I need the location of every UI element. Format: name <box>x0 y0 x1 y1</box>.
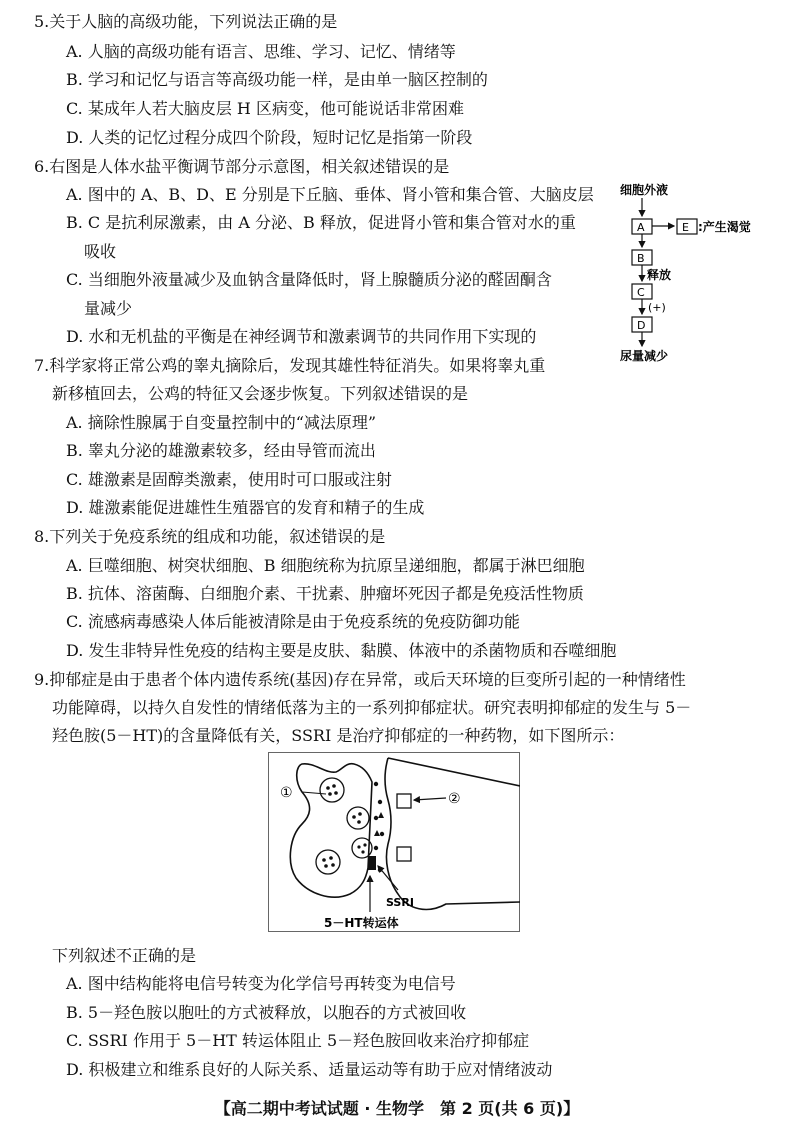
q6-stem: 6.右图是人体水盐平衡调节部分示意图，相关叙述错误的是 <box>34 157 450 176</box>
diagram-plus-label: (+) <box>648 301 666 314</box>
q8-stem: 8.下列关于免疫系统的组成和功能，叙述错误的是 <box>34 527 386 546</box>
diagram-urine-label: 尿量减少 <box>620 349 669 363</box>
q9-stem: 9.抑郁症是由于患者个体内遗传系统(基因)存在异常，或后天环境的巨变所引起的一种情绪性 <box>34 670 686 689</box>
q5-stem: 5.关于人脑的高级功能，下列说法正确的是 <box>34 12 338 31</box>
q5-option-d: D. 人类的记忆过程分成四个阶段，短时记忆是指第一阶段 <box>66 128 473 147</box>
diagram-box-b-label: B <box>637 252 645 265</box>
q7-stem: 7.科学家将正常公鸡的睾丸摘除后，发现其雄性特征消失。如果将睾丸重 <box>34 356 546 375</box>
q6-option-a: A. 图中的 A、B、D、E 分别是下丘脑、垂体、肾小管和集合管、大脑皮层 <box>66 185 594 204</box>
q9-question: 下列叙述不正确的是 <box>52 946 197 965</box>
page-footer: 【高二期中考试试题 · 生物学 第 2 页(共 6 页)】 <box>214 1099 580 1118</box>
transporter <box>368 856 376 870</box>
diagram-box-a-label: A <box>637 221 645 234</box>
q8-option-d: D. 发生非特异性免疫的结构主要是皮肤、黏膜、体液中的杀菌物质和吞噬细胞 <box>66 641 617 660</box>
q8-option-c: C. 流感病毒感染人体后能被清除是由于免疫系统的免疫防御功能 <box>66 612 520 631</box>
label-1: ① <box>280 785 293 801</box>
q8-option-a: A. 巨噬细胞、树突状细胞、B 细胞统称为抗原呈递细胞，都属于淋巴细胞 <box>66 556 585 575</box>
diagram-box-e-label: E <box>682 221 689 234</box>
q7-option-d: D. 雄激素能促进雄性生殖器官的发育和精子的生成 <box>66 498 425 517</box>
ssri-label: SSRI <box>386 896 414 909</box>
label-2: ② <box>448 791 461 807</box>
q5-option-c: C. 某成年人若大脑皮层 H 区病变，他可能说话非常困难 <box>66 99 464 118</box>
receptor <box>397 847 411 861</box>
q6-option-c-cont: 量减少 <box>84 299 133 318</box>
diagram-thirst-label: :产生渴觉 <box>698 220 751 234</box>
water-salt-diagram <box>618 180 768 365</box>
q6-option-d: D. 水和无机盐的平衡是在神经调节和激素调节的共同作用下实现的 <box>66 327 537 346</box>
q6-option-c: C. 当细胞外液量减少及血钠含量降低时，肾上腺髓质分泌的醛固酮含 <box>66 270 552 289</box>
q5-option-a: A. 人脑的高级功能有语言、思维、学习、记忆、情绪等 <box>66 42 456 61</box>
q6-option-b: B. C 是抗利尿激素，由 A 分泌、B 释放，促进肾小管和集合管对水的重 <box>66 213 576 232</box>
transporter-label: 5－HT转运体 <box>324 916 399 930</box>
q7-option-c: C. 雄激素是固醇类激素，使用时可口服或注射 <box>66 470 392 489</box>
q7-option-b: B. 睾丸分泌的雄激素较多，经由导管而流出 <box>66 441 376 460</box>
q6-option-b-cont: 吸收 <box>84 242 117 261</box>
diagram-box-d-label: D <box>637 319 646 332</box>
synapse-diagram <box>268 752 520 932</box>
q8-option-b: B. 抗体、溶菌酶、白细胞介素、干扰素、肿瘤坏死因子都是免疫活性物质 <box>66 584 584 603</box>
q9-option-d: D. 积极建立和维系良好的人际关系、适量运动等有助于应对情绪波动 <box>66 1060 553 1079</box>
q9-option-c: C. SSRI 作用于 5－HT 转运体阻止 5－羟色胺回收来治疗抑郁症 <box>66 1031 530 1050</box>
diagram-release-label: 释放 <box>647 268 672 282</box>
q7-option-a: A. 摘除性腺属于自变量控制中的“减法原理” <box>66 413 377 432</box>
q5-option-b: B. 学习和记忆与语言等高级功能一样，是由单一脑区控制的 <box>66 70 488 89</box>
q9-option-b: B. 5－羟色胺以胞吐的方式被释放，以胞吞的方式被回收 <box>66 1003 467 1022</box>
diagram-extracellular-label: 细胞外液 <box>620 183 669 197</box>
q7-stem-cont: 新移植回去，公鸡的特征又会逐步恢复。下列叙述错误的是 <box>52 384 469 403</box>
q9-stem-cont2: 羟色胺(5－HT)的含量降低有关，SSRI 是治疗抑郁症的一种药物，如下图所示： <box>52 726 625 745</box>
q9-option-a: A. 图中结构能将电信号转变为化学信号再转变为电信号 <box>66 974 456 993</box>
diagram-box-c-label: C <box>637 286 645 299</box>
q9-stem-cont1: 功能障碍，以持久自发性的情绪低落为主的一系列抑郁症状。研究表明抑郁症的发生与 5－ <box>52 698 692 717</box>
receptor <box>397 794 411 808</box>
